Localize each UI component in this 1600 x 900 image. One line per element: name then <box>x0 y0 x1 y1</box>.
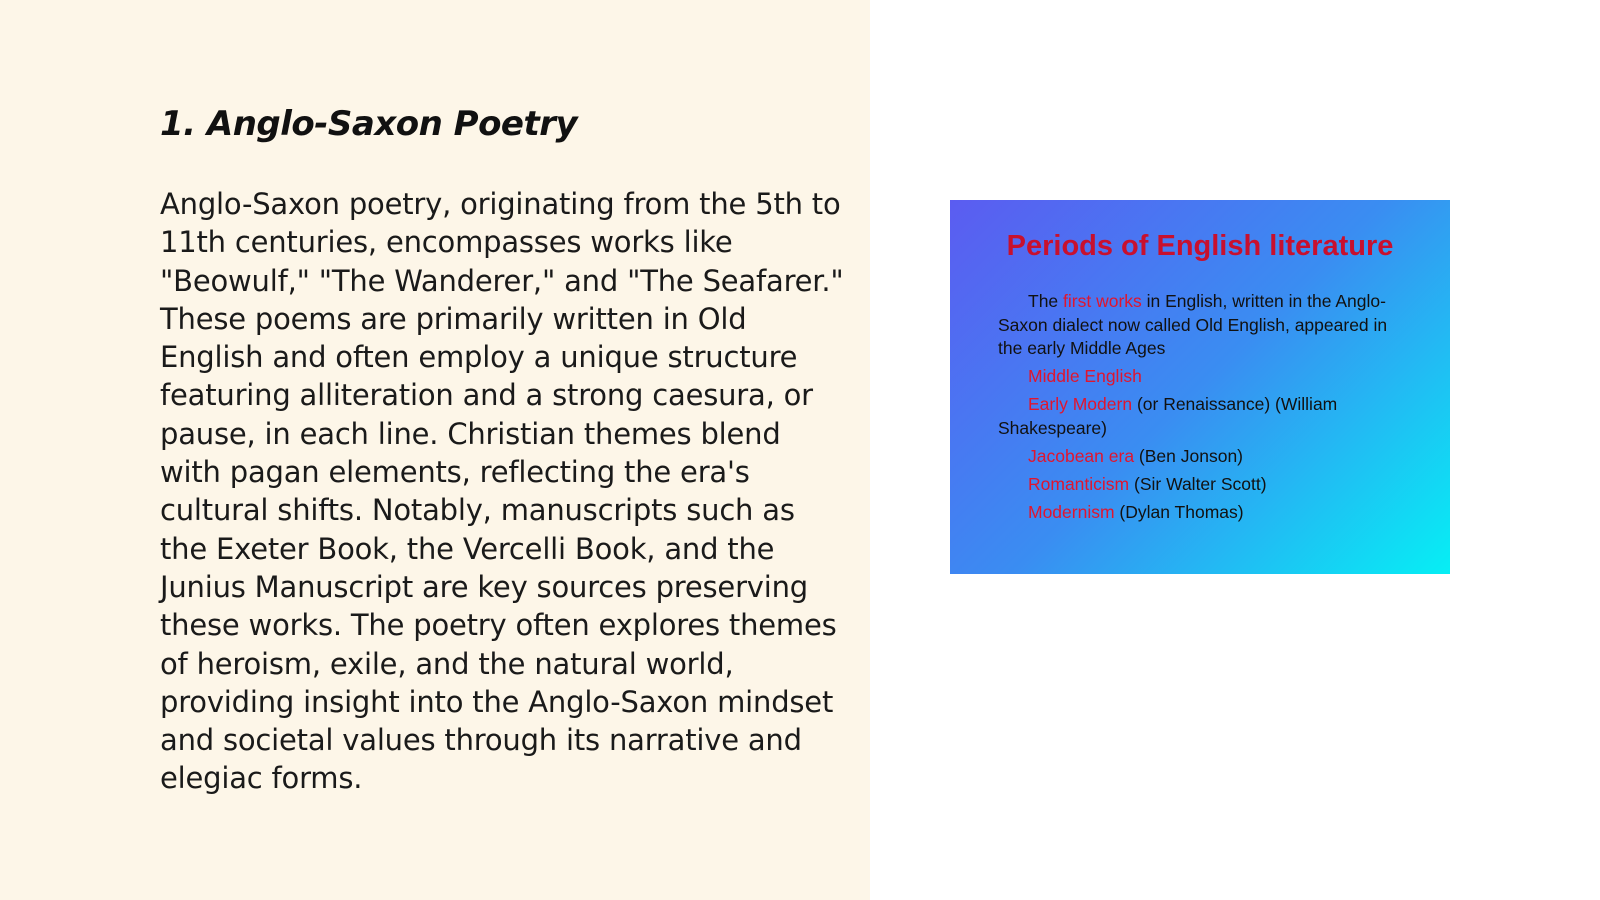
period-item-rest: (or Renaissance) (William Shakespeare) <box>998 394 1338 438</box>
section-heading: 1. Anglo-Saxon Poetry <box>160 104 578 144</box>
period-item-highlight: Early Modern <box>1028 394 1133 414</box>
period-item-pre: The <box>1028 291 1064 311</box>
period-item-highlight: Jacobean era <box>1028 445 1135 466</box>
slide-title: Periods of English literature <box>1006 230 1394 262</box>
period-item-highlight: Romanticism <box>1028 473 1130 494</box>
slide-image <box>950 200 1450 574</box>
period-item-romanticism <box>998 473 1408 497</box>
slide-period-list <box>998 290 1408 529</box>
period-item-middle-english <box>998 365 1408 389</box>
period-item-modernism <box>998 501 1408 525</box>
period-item-rest: (Ben Jonson) <box>1134 445 1244 466</box>
period-item-rest: (Dylan Thomas) <box>1114 501 1244 522</box>
period-item-highlight: Middle English <box>1028 366 1142 386</box>
period-item-early-modern <box>998 393 1408 440</box>
period-item-highlight: Modernism <box>1028 501 1115 522</box>
period-item-rest: in English, written in the Anglo-Saxon dialect now called Old English, appeared in the early Middle Ages <box>998 291 1388 358</box>
period-item-old-english <box>998 290 1408 361</box>
section-body-text: Anglo-Saxon poetry, originating from the 5th to 11th centuries, encompasses works like "Beowulf," "The Wanderer," and "The Seafarer." These poems are primarily written in Old English and often employ a unique structure featuring alliteration and a strong caesura, or pause, in each line. Christian themes blend with pagan elements, reflecting the era's cultural shifts. Notably, manuscripts such as the Exeter Book, the Vercelli Book, and the Junius Manuscript are key sources preserving these works. The poetry often explores themes of heroism, exile, and the natural world, providing insight into the Anglo-Saxon mindset and societal values through its narrative and elegiac forms. <box>160 187 844 796</box>
period-item-jacobean <box>998 445 1408 469</box>
period-item-highlight: first works <box>1063 291 1142 311</box>
period-item-rest: (Sir Walter Scott) <box>1129 473 1267 494</box>
